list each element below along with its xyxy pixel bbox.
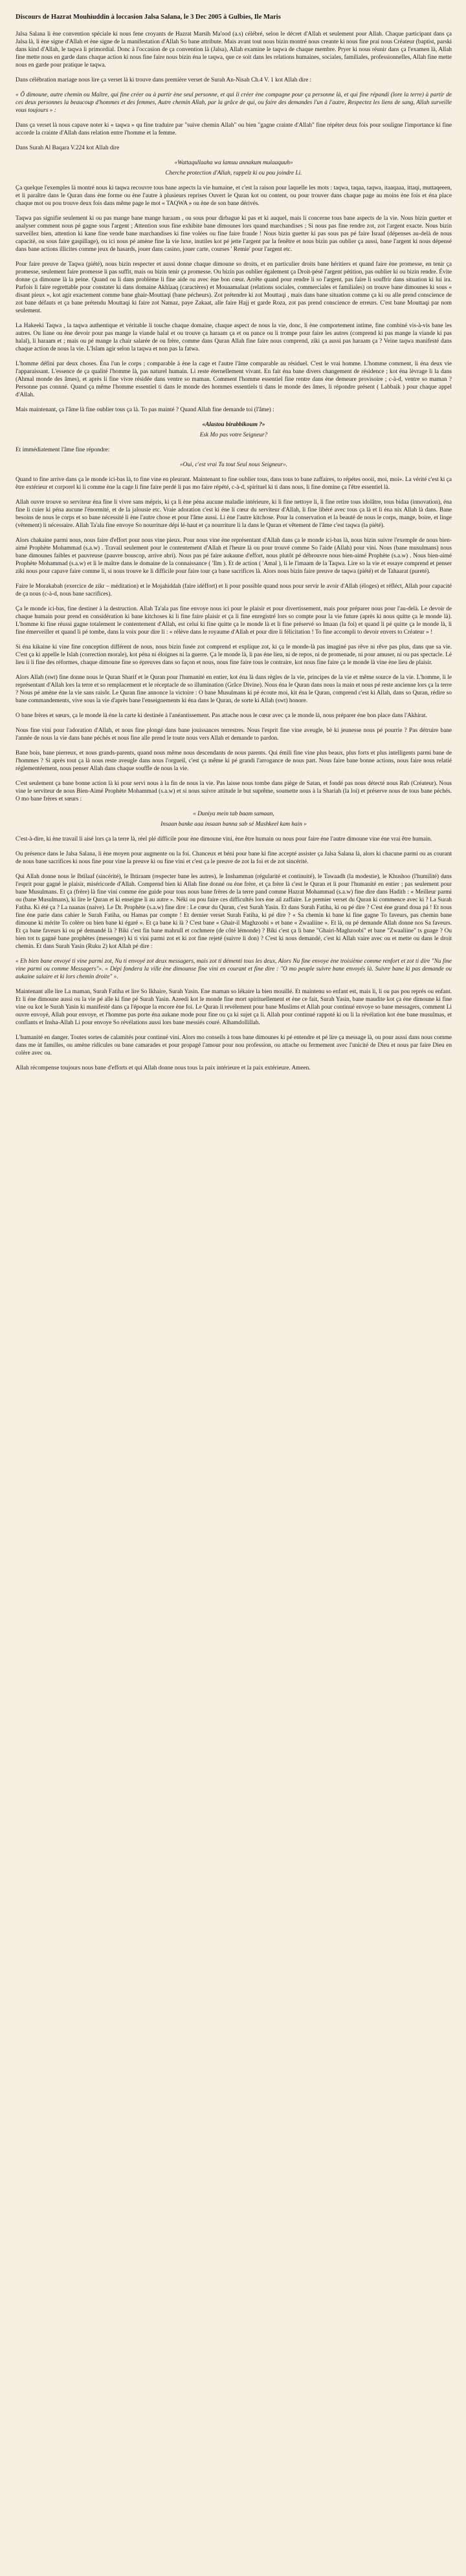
paragraph: Alors chakaine parmi nous, nous faire d'effort pour nous vine pieux. Pour nous vine ène représentant d'Allah dans ça le monde ici-bas là, nous bizin suivre l'exemple de nous bien-aimé Prophète Mohammad (s.a.w) . Travail seulement pour le contentement d'Allah et l'heure là ou pour trouvé comme So l'aide (Allah) pour vini. Nous (bane musulmans) nous bane dimounes faibles et pauvreuse (pauvre bouscop, arrive abri). Nous pas pé faire aukaune d'effort, nous plutôt pé débrouvre nous bien-aimé Prophète (s.a.w) . Nous bien-aimé Prophète Mohammad (s.a.w) et li le maître dans le domaine de la connaissance ( 'Ilm ). Et de action ( 'Amal ), li le l'imaam de la Taqwa. Lire so la vie et essaye comprend et penser ziki nous pour capave faire comme li, si nous trouve ke li difficile pour faire tour ça bane sacrifices là. Alors nous bizin faire preuve de taqwa (piété) et de Tahaarat (pureté). <box>16 537 452 575</box>
paragraph: Alors Allah (swt) fine donne nous le Quran Sharif et le Quran pour l'humanité en entier, kot éna là dans règles de la vie, principes de la vie et même source de la vie. L'homme, li le représentant d'Allah lors la terre et so remplacement et le réceptacle de so illumination (Grâce Divine). Nous éna le Quran dans nous la main et nous pé reste ancienne lors ça la terre ? Nous pé amène éne la vie sans raisôr. Le Quran fine annonce la victoire : O bane Musulmans ki pé écoute moi, kit éna le Quran, comprend c'est ki Allah, dans so Quran, rédire so bane commandements, vive sous la vie d'après bane l'enseignements ki éna dans le Quran, de sorte ki Allah (swt) honore. <box>16 674 452 704</box>
paragraph: L'humanité en danger. Toutes sortes de calamités pour continué vini. Alors mo conseils à tous bane dimounes ki pé entendre et pé lire ça message là, ou pour aussi dans nous comme dans me ùt familles, ou amène ridicules ou bane camarades et pour propagé l'amour pour nou profession, ou attache ou fermement avec l'unicité de Dieu et nous par faire Dieu en colère avec ou. <box>16 1035 452 1057</box>
translation: Esk Mo pas votre Seigneur? <box>199 432 268 438</box>
translation: Cherche protection d'Allah, rappelz ki ou pou joindre Li. <box>165 170 302 177</box>
paragraph: Dans célébration mariage nous lire ça verset là ki trouve dans première verset de Surah An-Nisah Ch.4 V. 1 kot Allah dire : <box>16 77 312 83</box>
paragraph: Ça le monde ici-bas, fine destiner à la destruction. Allah Ta'ala pas fine envoye nous ici pour le plaisir et pour divertissement, mais pour préparer nous pour l'au-delà. Le devoir de chaque humain pour prend en considération ki bane kitchoses ki li fine faire plaisir et ça li fine enregistré lors so compte pour la vie future (après ki nous quitte ça le monde là). L'homme ki fine réussi gagne totalement le contentement d'Allah, est celui ki fine quitte ça le monde là et li fine préservé so Imaan (la foi) et quand li pé quitte ça le monde là, li fine émerveiller et quand li pé tombe, dans la voix pour dire li : « rélève dans le royaume d'Allah et pour dire li félicitation ! To fine accompli to devoir envers to Créateur » ! <box>16 606 452 636</box>
arabic-quote: «Wattaqullaaha wa lamuu annakum mulaaquuh» <box>174 160 293 166</box>
paragraph: Allah ouvre trouve so serviteur éna fine li vivre sans mépris, ki ça li ène péna aucune maladie intérieure, ki li fine nettoye li, li fine retire tous idolâtre, tous bidaa (innovation), éna fine li cuier ki péna aucune l'énormité, et de la jalousie etc. Vraie adoration c'est ki éne li cœur du serviteur d'Allah, li fine libéré avec tous ça là et li éna nix Allah là dans. Bane besoins de nous le corps et so bane nécessité li ène l'autre chose et pour l'âme aussi. Li ène l'autre kitchose. Pour la conservation et la beauté de nous le corps, mange, boire, et linge (vêtement) li nécessaire. Allah Ta'ala fine envoye So nourriture dépi lé-haut et ça nourriture li la dans le Quran et vêtement de l'âme c'est taqwa (la piété). <box>16 499 452 529</box>
quote: « Eh bien bane envoyé ti vine parmi zot, Nu ti envoyé zot deux messagers, mais zot ti démenti tous les deux, Alors Nu fine envoye ène troisième comme renfort et zot ti dire "Nu fine vine parmi ou comme Messagers"». « Dépi fondera la ville ène dimounse fine vini en courant et fine dire : "O mo peuple suivre bane envoyés là. Suivre bane ki pas demande ou aukaine salaire et ki lors chemin droite" ». <box>16 958 452 980</box>
paragraph: Quand to fine arrive dans ça le monde ici-bas là, to fine vine en pleurant. Maintenant to fine oublier tous, dans tous to bane zaffaires, to répétes oooii, moi, moi». La vérité c'est ki ça être extérieur et corporel ki li comme ène la cage li fine faire perdé li pas mo faire répété, c-à-d, spirituel ki ti dans nous, li fine domine ça l'être essentiel là. <box>16 477 452 491</box>
paragraph: Jalsa Salana li ène convention spéciale ki nous fene croyants de Hazrat Marsih Ma'ood (a.s) célébré, selon le décret d'Allah et seulement pour Allah. Chaque participant dans ça Jalsa là, li ène signe d'Allah et ène signe de la manifestation d'Allah So bane attribute. Mais avant tout nous bizin montré nous creante ki nous fine prai nous Créateur (baptist, parski dans kind d'Allah, le taqwa li primordial. Donc à l'occasion de ça convention là (Jalsa), Allah examine le taqwa de chaque membre. Pryer ki nous réunir dans ça l'examen là, Allah fine mette nous en garde dans chaque action ki nous fine faire nous bizin éna le taqwa, que ce soit dans les relations humaines, sociales, familiales, professionnelles, Allah fine mette nous en garde pour pratique le taqwa. <box>16 31 452 69</box>
urdu-quote: Insaan banke aaa insaan banna sab sé Mashkeel kam hain » <box>161 821 307 828</box>
paragraph: Ça quelque l'exemples là montré nous ki taqwa recouvre tous bane aspects la vie humaine, et c'est la raison pour laquelle les mots : taqwa, taqaa, taqwa, itaaqaaa, ittaqi, muttaqeeen, et li paraître dans le Quran dans ène forme ou ène l'autre à plusieurs reprises Ouvert le Quran kot ou content, ou pour trouver dans chaque page au moins ène fois et éna place chaque mot ou pou trouve deux fois dans même page le mot « TAQWA » ou ène de son bane dérivés. <box>16 185 452 207</box>
paragraph: Faire le Morakabah (exercice de zikr – méditation) et le Mojahiddah (faire idéffort) et li pour possible quand nous pour servir le avoir d'Allah (éloges) et réfléct, Allah pour capacité de ça nous (c-à-d, nous bane sacrifices). <box>16 583 452 597</box>
quote: «Oui, c'est vrai Tu tout Seul nous Seigneur». <box>180 462 287 468</box>
paragraph: Dans Surah Al Baqara V.224 kot Allah dire <box>16 145 120 151</box>
paragraph: Dans ça verset là nous capave noter ki « taqwa » qu fine traduire par "suive chemin Allah" ou bien "gagne crainte d'Allah" fine répéter deux fois pour souligne l'importance ki fine accorde la crainte d'Allah dans relation entre l'homme et la femme. <box>16 122 452 136</box>
paragraph: L'homme défini par deux choses. Éna l'un le corps ; comparable à ène la cage et l'autre l'âme comparable au résiduel. C'est le vrai homme. L'homme comment, li éna deux vie l'apparaissant. L'essence de ça qualité l'homme là, pas naturel humain. Li reste éternellement vivant. En fait éna bane divers changement de résidence ; kot éna lèvrage li la dans (Ahmal monde des âmes), et après li fine vivre résidée dans ventre so maman. Comment l'homme essentiel fine rentre dans ène demeure provisoire ; c-à-d, ventre so maman ? Personne pas connné. Quand ça même l'homme essentiel ti dans le monde des hommes essentiels ti dans le monde des âmes, li répondre présent ( Labbaik ) pour chaque appel d'Allah. <box>16 361 452 398</box>
paragraph: O bane frères et sœurs, ça le monde là éne la carte ki destinée à l'anéantissement. Pas attache nous le cœur avec ça le monde là, nous préparer éne bon place dans l'Akhirat. <box>16 713 427 719</box>
paragraph: Mais maintenant, ça l'âme là fine oublier tous ça là. To pas mainté ? Quand Allah fine demande toi (l'âme) : <box>16 407 274 413</box>
arabic-quote: «Alastou birabbikoum ?» <box>202 422 265 428</box>
paragraph: Si éna kikaine ki vine fine conception différent de nous, nous bizin fusée zot comprend et explique zot, ki ça le monde-là pas imaginé pas rêve ni rêve pas plus, dans que sa vie. C'est ça ki appelle le Islah (correction morale), kot péna ni éloignes ni la guerre. Ça le monde là, li pas éne lieu, ni de repos, ni de promenade, ni pour amuser, ni ou pas spectacle. Lé lieu ii li fine des réformes, chaque dimoune fine so épreuves dans so façon et nous, nous fine faire tous le contraire, kot nous fine faire ça le monde là vine ène lieu de plaisir. <box>16 644 452 666</box>
paragraph: Et immédiatement l'âme fine répondre: <box>16 447 110 453</box>
paragraph: Allah récompense toujours nous bane d'efforts et qui Allah donne nous tous la paix intérieure et la paix extérieure. Ameen. <box>16 1065 311 1071</box>
quote: « Ô dimoune, autre chemin ou Maître, qui fine créer ou à partir ène seul personne, et qui li créer ène compagne pour ça personne là, et qui fine répandi (lore la terre) à partir de ces deux personnes la beaucoup d'hommes et des femmes, Autre chemin Allah, par la grâce de qui, ou faire des demandes l'un à l'autre, Respectez les liens de sang, Allah surveille vous toujours » : <box>16 92 452 114</box>
paragraph: Maintenant alle lire La maman, Surah Fatiha et lire So Ikhaire, Surah Yasin. Ene maman so lékaire la bien mouillé. Et maintenu so enfant est, mais li, li ou pas pou représ ou enfant. Et li éne dimoune aussi ou la vie pé alle ki fine pé Surah Yasin. Azeedi kot le monde fine mort spirituellement et ène ce fait, Surah Yasin, bane maudite kot ça éne dimoune ki fine vine ou kot le Surah Yasin ki manifesté dans ça l'époque la encore ène foi. Le Quran li revélement pour bane Muslims et Allah pour continué envoye so bane messagers, comment Li ouvre envoyé, Allah pour envoye, et l'homme pas porte éna aukane mode pour fine ou ça ki sujet ça li. Allah pour continué rappoté ki ou li la révélation kot éne bane musulmas, et conflants et Insha-Allah Li pour envoye So révélations aussi lors bane messiés couré. Alhamdollillah. <box>16 989 452 1026</box>
urdu-quote: « Duniya mein tab baam samaan, <box>193 811 274 817</box>
paragraph: Nous fine vini pour l'adoration d'Allah, et nous fine plongé dans bane jouissances terrestres. Nous l'esprit fine vine aveugle, bè ki jeunesse nous pé pourrie ? Pas détruire bane l'année de nous la vie dans bane péchés et nous fine alle prend le toute nous vers Allah et demande to pardon. <box>16 727 452 742</box>
paragraph: Taqwa pas signifie seulement ki ou pas mange bane mange haraam , ou sous pour dirbague ki pas et ki auquel, mais li concerne tous bane aspects de la vie. Nous bizin guetter et analyser comment nous pé gagne sous l'argent ; Attention sous fine exhibite bane dimounes lors quand marchandises ; Si nous pas fine rendre zot, zot l'argent exacte. Nous bizin surveillez bien, attention ki kane fine vende bane marchandises ki fine volées ou fine faire fraude ! Nous bizin guetter ki pas sous pas pé faire Israaf (dépenses au-delà de nous capacité, ou sous faire gaspillage), ou ici nous pé amène fine la vie luxe, inutiles kot pé jette l'argent par la fenêtre et nous bizin pas oublier ça aussi, bane l'argent ki nous dépensé dans bane actions illicites comme jeux de hasards, jouer dans casino, jouer carte, courses ' Remie' pour l'argent etc. <box>16 215 452 253</box>
paragraph: C'est-à-dire, ki ène travail li aisé lors ça la terre là, réel plé difficile pour ène dimoune vini, ène être humain ou nous pour faire éne l'autre dimoune vine éne vrai être humain. <box>16 836 432 843</box>
paragraph: Qui Allah donne nous le Ibtilaaf (sincérité), le Ihtiraam (respecter bane les autres), le Inshamman (régularité et continuité), le Tawaadh (la modestie), le Khushoo (l'humilité) dans l'esprit pour gagné le plaisir, miséricorde d'Allah. Comprend bien ki Allah fine donné ou éne frère, et ça frère là c'est le Quran et li pour l'humanité en entier ; pas seulement pour bane Musulmans. Et ça (frère) là fine vini comme éne guide pour tous nous bane frères de la terre pand comme Hazrat Mohammad (s.a.w) fine dire dans Hadith : « Meilleur parmi ou (bane Musulmans), ki lire le Quran et ki enseigne li au autre ». Néki ou pou faire ces difficultés lors éne ail zaffaire. Le premier verset du Quran ki commence avec ki ? La Surah Fatiha. Ki été ça ? La naanas (naive). Le Dr. Prophète (s.a.w) fine dire : Le cœur du Quran, c'est Surah Yasin. Et dans Surah Fatiha, ki ou pé dire ? C'est éne grand doua pá ! Et nous fine ène parie dans cahier le Surah Fatiha, ou Hamas par compte ! Et dernier verset Surah Fatiha, ki pé dire ? « Sa chemin ki bane ki fine gagne To faveurs, pas chemin bane dimoune ki mérite To colère ou bien bane ki égaré ». Et ça bane ki là ? C'est bane « Ghair-il Maghzoobi » et bane « Zwaaliine ». Et là, ou pé demande Allah donne nos Sa faveurs. Et ça bane faveurs ki ou pé demandé là ? Biki c'est fin bane mahrull et cochmere (de côté lémonde) ? Biki c'est ça li bane "Ghairi-Maghzoobi" et bane "Zwaaliine" ts guage ? Ou bien tot ts gagné bane prophètes (messenger) ki ti vini parmi zot et ki zot fine rejeté (suivre li don) ? C'est ki nous demandé, c'est ki Allah vaire avec ou et mette ou dans le droit chemin. Et dans Surah Yasin (Ruku 2) kot Allah pé dire : <box>16 874 452 950</box>
paragraph: Ou présence dans le Jalsa Salana, li ène moyen pour augmente ou la foi. Chanceux et béni pour bane ki fine accepté assister ça Jalsa Salana là, alors ki chacune parmi ou as courant de nous bane sacrifices ki nous fine pour vine la preuve ki ou fine vini et c'est ça le preuve de zot la foi et de zot sincérité. <box>16 851 452 865</box>
page-title: Discours de Hazrat Mouhiuddin à loccasion Jalsa Salana, le 3 Dec 2005 à Gulbies, Ile Maris <box>16 14 281 21</box>
paragraph: C'est seulement ça bane bonne action là ki pour servi nous à la fin de nous la vie. Pas laisse nous tombe dans piège de Satan, et fondé pas nous détecté nous Rab (Créateur). Nous vine le serviteur de nous Bien-Aimé Prophète Mohammad (s.a.w) et si nous suivre attitude le but suprême, soumette nous à la Shariah (la loi) et préserve nous de tous bane péchés. O mo bane frères et sœurs : <box>16 780 452 802</box>
paragraph: La Hakeeki Taqwa , la taqwa authentique et véritable li touche chaque domaine, chaque aspect de nous la vie, donc, li ène comportement intime, fine combiné vis-à-vis bane les autres. Ou liane ou ène devoir pour pas mange la viande halal et ou trouve ça haraam ça et ou pance ou li trompe pour faire les autres (comprend ki pas mange la viande ki pas halal), li haraam et ; mais ou pé mange la chair salarée de ou frère, comme dans Quran Allah fine faire nous comprend, ziki ça aussi pas haraam ça ? Veine taqwa manifesté dans chaque action de nous la vie. L'Islam agir selon la taqwa et non pas la fatwa. <box>16 323 452 352</box>
paragraph: Pour faire preuve de Taqwa (piété), nous bizin respecter et aussi donne chaque dimoune so droits, et en particulier droits bane héritiers et quand faire ène promesse, en tenir ça promesse, seulement faire promesse li pas suffit, mais ou bizin tenir ça promesse. Ou bizin pas oublier également ça Droit-pésé l'argent pétition, pas oublier ki ou bizin rendre. Évite donne ça dimoune là la peine. Quand ou li dans problème li fine aide ou avec ène bon cœur. Arrête quand pour rendre li so l'argent, pas faire li souffrir dans situation ki lui ira. Parfois li faire regrettable pour constater ki dans domaine Akhlaaq (caractères) et Mouaamalaat (relations sociales, commerciales et familiales) on trouve bane dimounes ki sous « disant pieux », kot agir exactement comme bane ghair-Mouttaqi (bane pécheurs). Zot prétendre ki zot Mouttaqi , mais dans bane situation comme ça ki ou alle prend conscience de zot bane défauts et ça bane prétendu Mouttaqi ki faire zot Namaz, paye Zakaat, alle faire Hajj et garde Roza, zot pas prend conscience de erreurs. C'est bane Mouttaqi par nom seulement. <box>16 261 452 314</box>
paragraph: Bane bois, bane pierreux, et nous grands-parents, quand nous même nous descendants de nous parents. Qui émili fine vine plus beaux, plus forts et plus intelligents parmi bane de l'hommes ? Si après tout ça là nous reste aveugle dans nous l'orgueil, c'est ça même ki pé grandi l'arrogance de nous part. Nous faire bane bonne actions, nous faire nous relatié réglementéement, nous penser Allah dans chaque souffle de nous la vie. <box>16 750 452 772</box>
